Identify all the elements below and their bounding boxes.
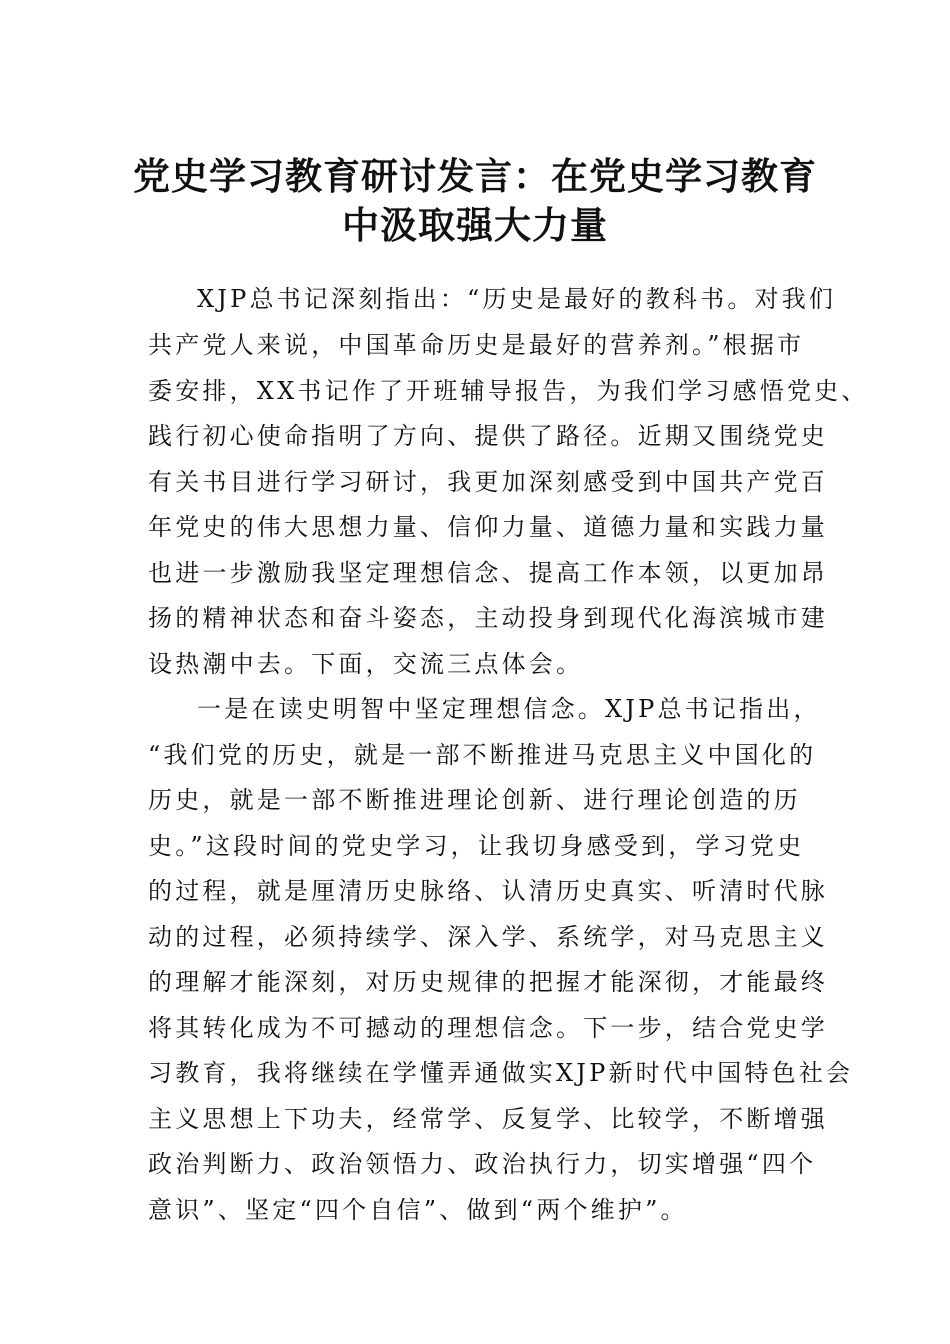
body-line: XJP总书记深刻指出：“历史是最好的教科书。对我们	[197, 285, 837, 313]
body-line: 践行初心使命指明了方向、提供了路径。近期又围绕党史	[148, 422, 828, 450]
body-line: 共产党人来说，中国革命历史是最好的营养剂。”根据市	[148, 331, 805, 359]
title-line-2: 中汲取强大力量	[342, 203, 608, 247]
body-line: 历史，就是一部不断推进理论创新、进行理论创造的历	[148, 786, 801, 814]
body-line: 有关书目进行学习研讨，我更加深刻感受到中国共产党百	[148, 468, 828, 496]
body-line: 史。”这段时间的党史学习，让我切身感受到，学习党史	[148, 832, 805, 860]
body-line: 设热潮中去。下面，交流三点体会。	[148, 650, 584, 678]
title-line-1: 党史学习教育研讨发言：在党史学习教育	[133, 154, 817, 198]
body-line: 的过程，就是厘清历史脉络、认清历史真实、听清时代脉	[148, 877, 828, 905]
body-line: 将其转化成为不可撼动的理想信念。下一步，结合党史学	[148, 1014, 828, 1042]
body-line: 的理解才能深刻，对历史规律的把握才能深彻，才能最终	[148, 968, 828, 996]
body-line: 一是在读史明智中坚定理想信念。XJP总书记指出，	[197, 695, 821, 723]
body-line: 习教育，我将继续在学懂弄通做实XJP新时代中国特色社会	[148, 1059, 854, 1087]
body-line: 政治判断力、政治领悟力、政治执行力，切实增强“四个	[148, 1150, 817, 1178]
body-line: 扬的精神状态和奋斗姿态，主动投身到现代化海滨城市建	[148, 604, 828, 632]
body-line: 年党史的伟大思想力量、信仰力量、道德力量和实践力量	[148, 513, 828, 541]
body-line: 委安排，XX书记作了开班辅导报告，为我们学习感悟党史、	[148, 377, 869, 405]
body-line: 动的过程，必须持续学、深入学、系统学，对马克思主义	[148, 923, 828, 951]
body-line: 意识”、坚定“四个自信”、做到“两个维护”。	[148, 1196, 688, 1224]
body-line: 主义思想上下功夫，经常学、反复学、比较学，不断增强	[148, 1105, 828, 1133]
body-line: “我们党的历史，就是一部不断推进马克思主义中国化的	[148, 741, 817, 769]
body-line: 也进一步激励我坚定理想信念、提高工作本领，以更加昂	[148, 559, 828, 587]
